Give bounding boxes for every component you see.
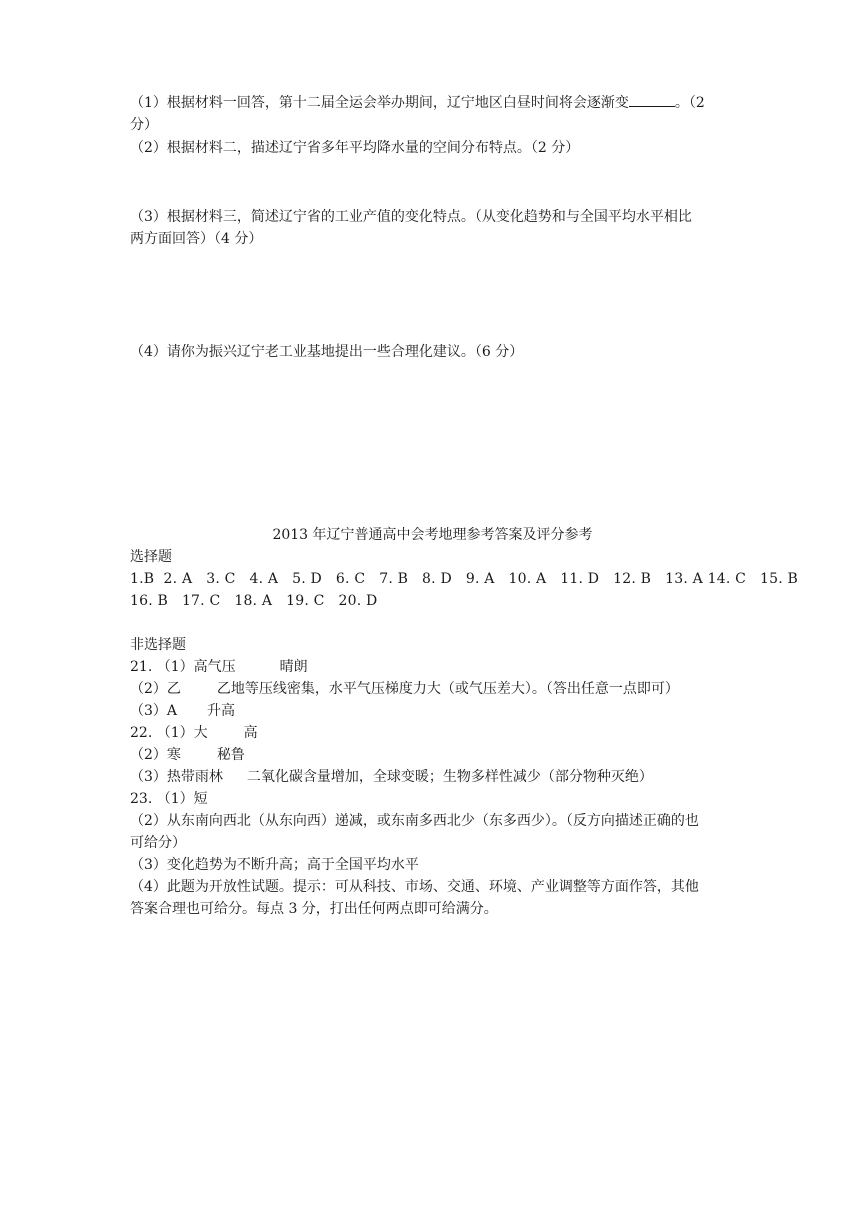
answer-22-1	[130, 722, 750, 744]
multiple-choice-heading: 选择题	[130, 549, 172, 565]
answer-21-3-label: （3）A	[130, 703, 178, 719]
answer-23-4-line-2: 答案合理也可给分。每点 3 分，打出任何两点即可给满分。	[130, 901, 498, 917]
question-3-line-2: 两方面回答）（4 分）	[130, 231, 263, 247]
question-4-text: （4）请你为振兴辽宁老工业基地提出一些合理化建议。（6 分）	[130, 344, 524, 360]
multiple-choice-answers-row-1: 1.B 2. A 3. C 4. A 5. D 6. C 7. B 8. D 9. A 10. A 11. D 12. B 13. A 14. C 15. B	[130, 571, 798, 587]
answer-22-3-label: （3）热带雨林	[130, 769, 223, 785]
answer-22-1-label: 22. （1）大	[130, 725, 208, 741]
question-2	[130, 137, 740, 159]
answer-22-3	[130, 766, 750, 788]
non-multiple-choice-heading: 非选择题	[130, 637, 186, 653]
answer-blank	[629, 92, 675, 107]
spacer	[130, 612, 750, 634]
answer-23-1: 23. （1）短	[130, 791, 208, 807]
question-1-text: （1）根据材料一回答，第十二届全运会举办期间，辽宁地区白昼时间将会逐渐变	[130, 95, 629, 111]
multiple-choice-answers-row-2: 16. B 17. C 18. A 19. C 20. D	[130, 593, 378, 609]
question-1	[130, 92, 740, 136]
answer-21-2-label: （2）乙	[130, 681, 181, 697]
question-1-line-1	[130, 92, 740, 114]
answer-21-1-label: 21. （1）高气压	[130, 659, 236, 675]
question-4	[130, 341, 740, 363]
answer-21-3	[130, 700, 750, 722]
answer-21-3-value: 升高	[207, 703, 236, 719]
answer-22-3-value: 二氧化碳含量增加，全球变暖；生物多样性减少（部分物种灭绝）	[246, 769, 653, 785]
answer-23-3: （3）变化趋势为不断升高；高于全国平均水平	[130, 857, 419, 873]
answer-21-1	[130, 656, 750, 678]
answer-22-2-value: 秘鲁	[216, 747, 245, 763]
question-2-text: （2）根据材料二，描述辽宁省多年平均降水量的空间分布特点。（2 分）	[130, 140, 580, 156]
answer-key-title: 2013 年辽宁普通高中会考地理参考答案及评分参考	[272, 527, 593, 543]
question-3	[130, 206, 740, 250]
answer-key	[130, 546, 798, 920]
question-1-score: 。（2	[674, 95, 705, 111]
question-3-line-1: （3）根据材料三，简述辽宁省的工业产值的变化特点。（从变化趋势和与全国平均水平相比	[130, 209, 692, 225]
answer-23-2-line-1: （2）从东南向西北（从东向西）递减，或东南多西北少（东多西少）。（反方向描述正确的也	[130, 813, 699, 829]
answer-22-2-label: （2）寒	[130, 747, 181, 763]
answer-23-4-line-1: （4）此题为开放性试题。提示：可从科技、市场、交通、环境、产业调整等方面作答，其他	[130, 879, 699, 895]
question-1-line-2: 分）	[130, 117, 158, 133]
answer-22-1-value: 高	[243, 725, 258, 741]
answer-21-2	[130, 678, 750, 700]
answer-21-1-value: 晴朗	[279, 659, 308, 675]
answer-22-2	[130, 744, 750, 766]
answer-23-2-line-2: 可给分）	[130, 835, 186, 851]
answer-21-2-value: 乙地等压线密集，水平气压梯度力大（或气压差大）。（答出任意一点即可）	[216, 681, 679, 697]
